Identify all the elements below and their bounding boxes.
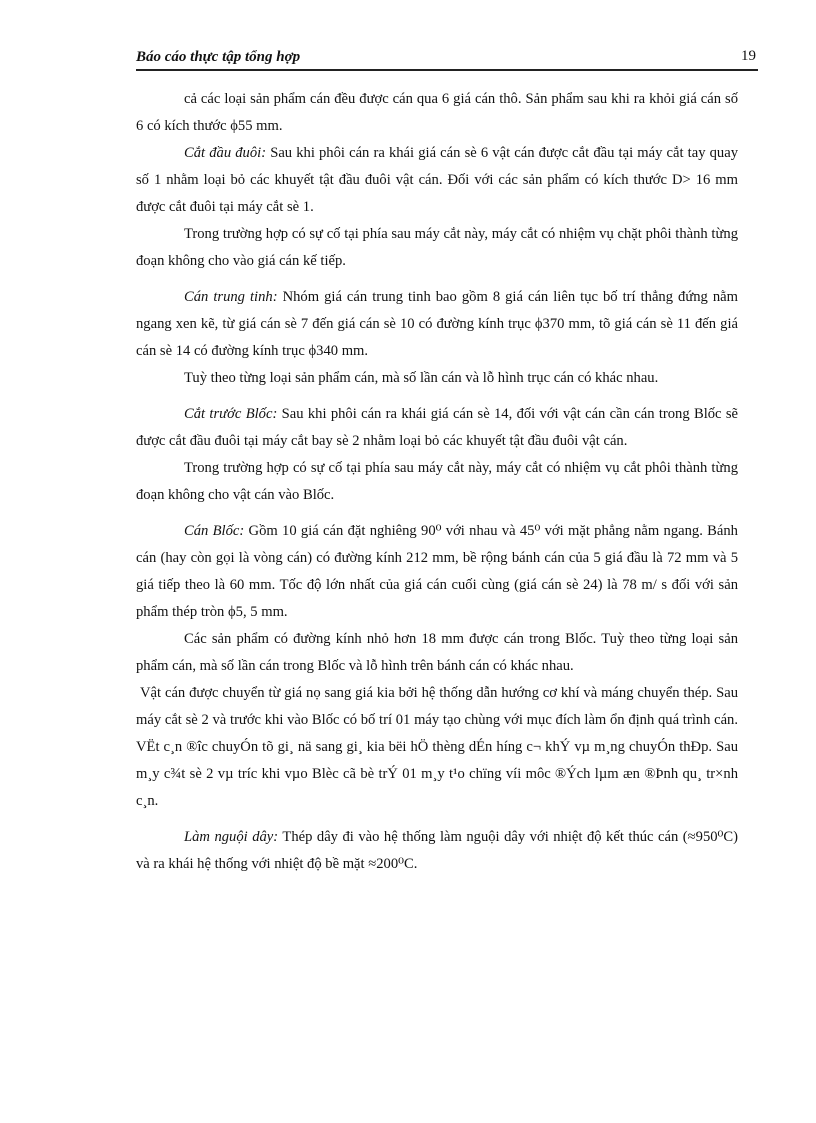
- paragraph-5: Tuỳ theo từng loại sản phẩm cán, mà số lần cán và lỗ hình trục cán có khác nhau.: [184, 370, 659, 386]
- paragraph-3: Trong trường hợp có sự cố tại phía sau máy cắt này, máy cắt có nhiệm vụ chặt phôi thành từng đoạn không cho vào giá cán kế tiếp.: [136, 226, 738, 269]
- paragraph-lead: Cán trung tinh:: [184, 289, 278, 305]
- page-number: 19: [741, 48, 756, 64]
- paragraph-10: Vật cán được chuyển từ giá nọ sang giá kia bởi hệ thống dẫn hướng cơ khí và máng chuyển thép. Sau máy cắt sè 2 và trước khi vào Blốc có bố trí 01 máy tạo chùng với mục đích làm ổn định quá trình cán. VËt c¸n ®îc chuyÓn tõ gi¸ nä sang gi¸ kia bëi hÖ thèng dÉn híng c¬ khÝ vµ m¸ng chuyÓn thÐp. Sau m¸y c¾t sè 2 vµ tríc khi vµo Blèc cã bè trÝ 01 m¸y t¹o chïng víi môc ®Ých lµm æn ®Þnh qu¸ tr×nh c¸n.: [136, 685, 738, 809]
- document-body: [136, 86, 738, 878]
- header-title: Báo cáo thực tập tổng hợp: [136, 49, 301, 65]
- paragraph-lead: Làm nguội dây:: [184, 829, 279, 845]
- paragraph-lead: Cắt trước Blốc:: [184, 406, 278, 422]
- paragraph-4: Cán trung tinh: Nhóm giá cán trung tinh bao gồm 8 giá cán liên tục bố trí thẳng đứng nằm ngang xen kẽ, từ giá cán sè 7 đến giá cán sè 10 có đường kính trục ϕ370 mm, tõ giá cán sè 11 đến giá cán sè 14 có đường kính trục ϕ340 mm.: [136, 289, 738, 359]
- paragraph-11: Làm nguội dây: Thép dây đi vào hệ thống làm nguội dây với nhiệt độ kết thúc cán (≈950⁰C) và ra khái hệ thống với nhiệt độ bề mặt ≈200⁰C.: [136, 829, 738, 872]
- paragraph-7: Trong trường hợp có sự cố tại phía sau máy cắt này, máy cắt có nhiệm vụ cắt phôi thành từng đoạn không cho vật cán vào Blốc.: [136, 460, 738, 503]
- paragraph-9: Các sản phẩm có đường kính nhỏ hơn 18 mm được cán trong Blốc. Tuỳ theo từng loại sản phẩm cán, mà số lần cán trong Blốc và lỗ hình trên bánh cán có khác nhau.: [136, 631, 738, 674]
- paragraph-8: Cán Blốc: Gồm 10 giá cán đặt nghiêng 90⁰ với nhau và 45⁰ với mặt phẳng nằm ngang. Bánh cán (hay còn gọi là vòng cán) có đường kính 212 mm, bề rộng bánh cán của 5 giá đầu là 72 mm và 5 giá tiếp theo là 60 mm. Tốc độ lớn nhất của giá cán cuối cùng (giá cán sè 24) là 78 m/ s đối với sản phẩm thép tròn ϕ5, 5 mm.: [136, 523, 738, 620]
- page-header: [136, 46, 758, 70]
- paragraph-6: Cắt trước Blốc: Sau khi phôi cán ra khái giá cán sè 14, đối với vật cán cần cán trong Blốc sẽ được cắt đầu đuôi tại máy cắt bay sè 2 nhằm loại bỏ các khuyết tật đầu đuôi vật cán.: [136, 406, 739, 449]
- header-rule: [136, 69, 758, 71]
- paragraph-lead: Cắt đầu đuôi:: [184, 145, 267, 161]
- paragraph-1: cả các loại sản phẩm cán đều được cán qua 6 giá cán thô. Sản phẩm sau khi ra khỏi giá cán số 6 có kích thước ϕ55 mm.: [136, 91, 738, 134]
- paragraph-2: Cắt đầu đuôi: Sau khi phôi cán ra khái giá cán sè 6 vật cán được cắt đầu tại máy cắt tay quay số 1 nhằm loại bỏ các khuyết tật đầu đuôi vật cán. Đối với các sản phẩm có kích thước D> 16 mm được cắt đuôi tại máy cắt sè 1.: [136, 145, 739, 215]
- paragraph-lead: Cán Blốc:: [184, 523, 245, 539]
